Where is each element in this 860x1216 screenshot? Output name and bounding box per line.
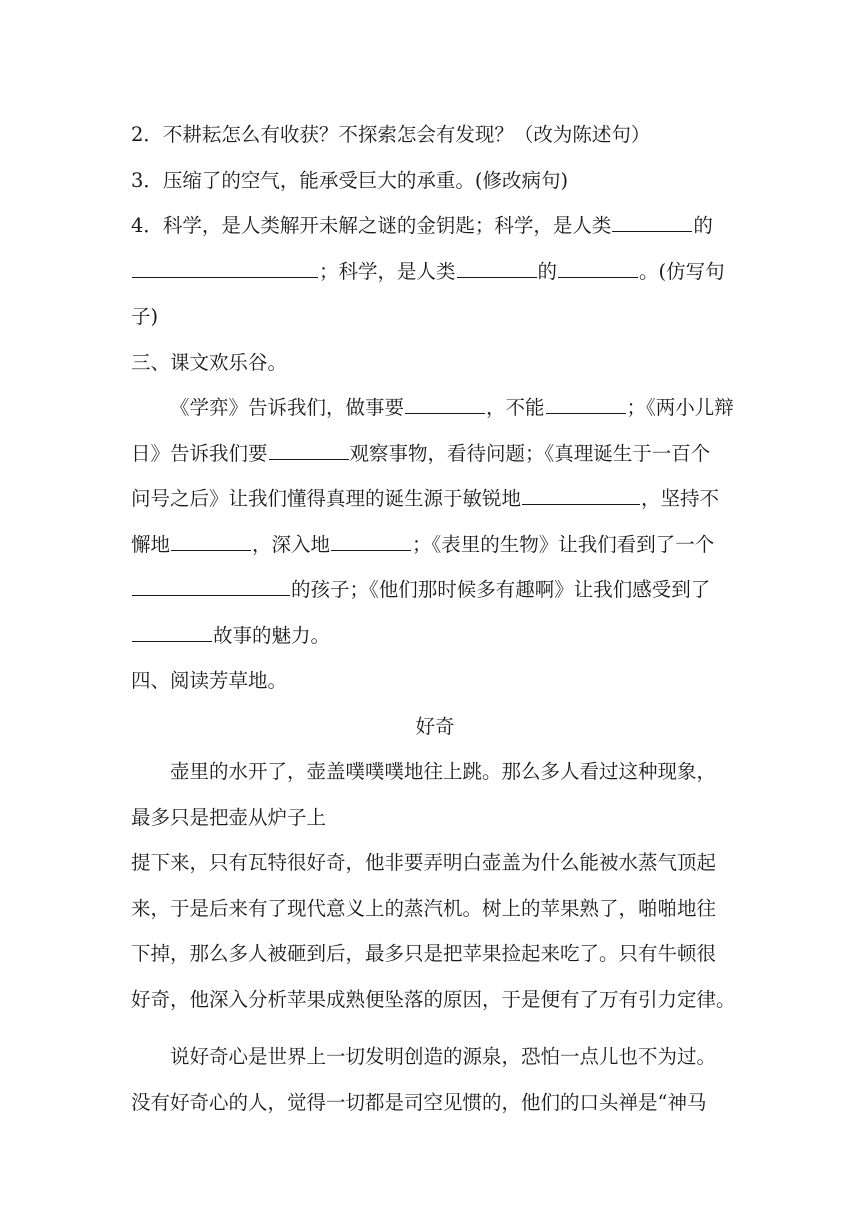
fill-blank[interactable]	[132, 258, 318, 278]
section-3-heading: 三、课文欢乐谷。	[131, 350, 288, 374]
question-2: 2．不耕耘怎么有收获？不探索怎会有发现？（改为陈述句）	[131, 123, 651, 146]
q4-text: 。(仿写句	[639, 259, 725, 283]
fill-blank[interactable]	[132, 576, 290, 596]
passage-line: 提下来，只有瓦特很好奇，他非要弄明白壶盖为什么能被水蒸气顶起	[131, 851, 717, 874]
passage-line: 壶里的水开了，壶盖噗噗噗地往上跳。那么多人看过这种现象，	[170, 760, 717, 783]
s3-text: ；《两小儿辩	[626, 396, 734, 419]
section-3-line-5	[131, 567, 739, 613]
fill-blank[interactable]	[457, 258, 537, 278]
s3-text: 懈地	[131, 532, 171, 556]
q4-text: ；科学，是人类	[319, 259, 456, 283]
s3-text: 日》告诉我们要	[131, 441, 268, 465]
fill-blank[interactable]	[269, 440, 349, 460]
s3-text: 故事的魅力。	[213, 623, 331, 647]
section-3-line-4	[131, 522, 739, 568]
fill-blank[interactable]	[558, 258, 638, 278]
passage-line: 说好奇心是世界上一切发明创造的源泉，恐怕一点儿也不为过。	[170, 1045, 717, 1068]
section-4-heading: 四、阅读芳草地。	[131, 669, 288, 692]
fill-blank[interactable]	[331, 531, 411, 551]
s3-text: ；《表里的生物》让我们看到了一个	[412, 532, 715, 556]
passage-line: 下掉，那么多人被砸到后，最多只是把苹果捡起来吃了。只有牛顿很	[131, 942, 717, 965]
paragraph-gap	[131, 1022, 739, 1034]
s3-text: ，深入地	[252, 532, 331, 556]
q4-text: 的	[693, 214, 713, 237]
passage-title: 好奇	[415, 714, 455, 738]
fill-blank[interactable]	[171, 531, 251, 551]
q4-text: 4．科学，是人类解开未解之谜的金钥匙；科学，是人类	[131, 214, 612, 237]
s3-text: 《学弈》告诉我们，做事要	[170, 396, 405, 419]
section-3-line-1	[131, 385, 739, 431]
section-3-line-3	[131, 476, 739, 522]
section-3-line-2	[131, 431, 739, 477]
passage-line: 好奇，他深入分析苹果成熟便坠落的原因，于是便有了万有引力定律。	[131, 987, 736, 1011]
fill-blank[interactable]	[522, 485, 640, 505]
question-4-line-1	[131, 203, 739, 249]
s3-text: 观察事物，看待问题；《真理诞生于一百个	[349, 441, 711, 465]
fill-blank[interactable]	[612, 212, 692, 232]
section-3-line-6	[131, 613, 739, 659]
q4-text: 的	[537, 259, 558, 283]
question-4-line-3: 子)	[131, 305, 159, 328]
fill-blank[interactable]	[405, 394, 485, 414]
s3-text: 问号之后》让我们懂得真理的诞生源于敏锐地	[131, 487, 522, 510]
question-3: 3．压缩了的空气，能承受巨大的承重。(修改病句)	[131, 168, 569, 192]
question-4-line-2	[131, 249, 739, 295]
fill-blank[interactable]	[546, 394, 626, 414]
worksheet-page	[131, 112, 739, 1125]
fill-blank[interactable]	[132, 622, 212, 642]
s3-text: 的孩子；《他们那时候多有趣啊》让我们感受到了	[291, 578, 711, 601]
passage-line: 最多只是把壶从炉子上	[131, 805, 327, 829]
passage-line: 没有好奇心的人，觉得一切都是司空见惯的，他们的口头禅是“神马	[131, 1090, 707, 1114]
s3-text: ，坚持不	[641, 487, 720, 510]
passage-line: 来，于是后来有了现代意义上的蒸汽机。树上的苹果熟了，啪啪地往	[131, 896, 717, 920]
s3-text: ，不能	[486, 396, 545, 419]
